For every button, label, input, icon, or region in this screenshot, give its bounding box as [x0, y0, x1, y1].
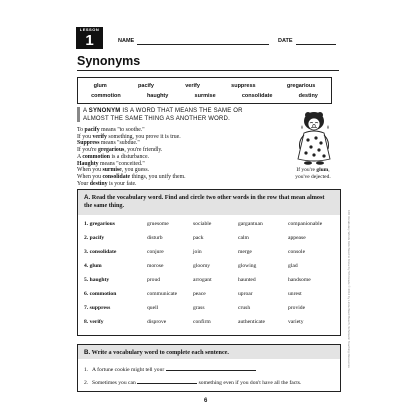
example-sentence: Suppress means "subdue."	[77, 140, 140, 147]
choice-word[interactable]: grass	[193, 305, 205, 311]
choice-word[interactable]: pack	[193, 235, 204, 241]
answer-blank[interactable]	[166, 365, 256, 371]
name-line[interactable]	[137, 44, 269, 45]
page-number: 6	[204, 398, 208, 404]
vocab-word: destiny	[298, 93, 318, 99]
lesson-label: LESSON	[79, 27, 100, 32]
choice-word[interactable]: proud	[147, 277, 161, 283]
vocab-word: surmise	[194, 93, 216, 99]
choice-word[interactable]: provide	[288, 305, 306, 311]
choice-word[interactable]: join	[193, 249, 202, 255]
example-sentence: Haughty means "conceited."	[77, 160, 145, 167]
choice-word[interactable]: disturb	[147, 235, 163, 241]
definition-line2: ALMOST THE SAME THING AS ANOTHER WORD.	[83, 116, 230, 122]
example-sentence: A commotion is a disturbance.	[77, 153, 149, 160]
vocabulary-word-box	[77, 77, 332, 104]
glum-lady-illustration	[280, 107, 346, 167]
title-divider	[77, 70, 339, 71]
choice-word[interactable]: console	[288, 249, 306, 255]
choice-word[interactable]: glad	[288, 263, 298, 269]
section-b	[77, 344, 341, 392]
fill-in-sentence: 2. Sometimes you can something even if you don't have all the facts.	[84, 380, 302, 386]
exercise-row: 7. suppress quell grass crush provide	[84, 305, 306, 311]
illustration-caption: If you're glum, you've dejected.	[295, 167, 331, 180]
fill-in-sentence: 1. A fortune cookie might tell your	[84, 365, 256, 373]
vocab-word: haughty	[146, 93, 169, 99]
name-label: NAME	[118, 38, 135, 44]
choice-word[interactable]: calm	[238, 235, 249, 241]
choice-word[interactable]: companionable	[288, 221, 323, 227]
example-sentence: If you're gregarious, you're friendly.	[77, 147, 163, 154]
example-sentence: When you consolidate things, you unify them.	[77, 173, 186, 180]
date-line[interactable]	[296, 44, 336, 45]
choice-word[interactable]: gargantuan	[238, 221, 263, 227]
exercise-row: 8. verify disprove confirm authenticate variety	[84, 319, 304, 325]
choice-word[interactable]: glowing	[238, 263, 257, 269]
choice-word[interactable]: disprove	[147, 319, 167, 325]
example-sentence: If you verify something, you prove it is true.	[77, 133, 181, 140]
word-row-1	[78, 83, 331, 89]
choice-word[interactable]: sociable	[193, 221, 212, 227]
vocab-word: suppress	[231, 83, 256, 89]
copyright-sidebar	[344, 210, 351, 400]
choice-word[interactable]: gloomy	[193, 263, 211, 269]
choice-word[interactable]: handsome	[288, 277, 311, 283]
example-sentence: Your destiny is your fate.	[77, 180, 137, 187]
choice-word[interactable]: communicate	[147, 291, 178, 297]
section-b-instruction: B. Write a vocabulary word to complete each sentence.	[84, 349, 229, 356]
choice-word[interactable]: conjure	[147, 249, 164, 255]
exercise-row: 3. consolidate conjure join merge console	[84, 249, 306, 255]
choice-word[interactable]: peace	[193, 291, 206, 297]
vocab-word: commotion	[91, 93, 121, 99]
copyright-text: 100 Vocabulary Words Kids Need to Know by 5th Grade © 2012 by Linda Ward Beech, Scholastic Teaching Resources	[347, 210, 351, 368]
vocab-word: glum	[93, 83, 107, 89]
definition-line1: IS A WORD THAT MEANS THE SAME OR	[120, 108, 243, 114]
vocab-word: pacify	[138, 83, 154, 89]
exercise-row: 2. pacify disturb pack calm appease	[84, 235, 306, 241]
section-a	[77, 189, 341, 336]
exercise-row: 4. glum morose gloomy glowing glad	[84, 263, 298, 269]
vocab-word: consolidate	[241, 93, 273, 99]
vocab-word: gregarious	[286, 83, 316, 89]
choice-word[interactable]: variety	[288, 319, 304, 325]
answer-blank[interactable]	[137, 378, 197, 384]
choice-word[interactable]: authenticate	[238, 319, 266, 325]
choice-word[interactable]: merge	[238, 249, 252, 255]
word-row-2	[78, 93, 331, 99]
choice-word[interactable]: uproar	[238, 291, 253, 297]
synonym-definition	[83, 107, 293, 123]
choice-word[interactable]: quell	[147, 305, 159, 311]
choice-word[interactable]: appease	[288, 235, 306, 241]
lesson-badge	[76, 27, 103, 49]
choice-word[interactable]: crush	[238, 305, 251, 311]
definition-term: SYNONYM	[88, 108, 121, 114]
page-title: Synonyms	[77, 54, 141, 68]
example-sentence: To pacify means "to soothe."	[77, 127, 145, 133]
date-label: DATE	[278, 38, 293, 44]
definition-marker	[77, 107, 80, 122]
choice-word[interactable]: haunted	[238, 277, 256, 283]
example-sentence: When you surmise, you guess.	[77, 167, 150, 174]
choice-word[interactable]: arrogant	[193, 277, 212, 283]
choice-word[interactable]: confirm	[193, 319, 211, 325]
section-a-instruction: A. Read the vocabulary word. Find and circle two other words in the row that mean almost the same thing.	[84, 194, 325, 209]
vocab-word: verify	[185, 83, 200, 89]
definition-prefix: A	[83, 108, 89, 114]
choice-word[interactable]: unrest	[288, 291, 302, 297]
exercise-row: 1. gregarious gruesome sociable gargantuan companionable	[84, 221, 323, 227]
choice-word[interactable]: gruesome	[147, 221, 169, 227]
exercise-row: 5. haughty proud arrogant haunted handsome	[84, 277, 311, 283]
choice-word[interactable]: morose	[147, 263, 164, 269]
lesson-number: 1	[85, 32, 94, 49]
exercise-row: 6. commotion communicate peace uproar unrest	[84, 291, 302, 297]
